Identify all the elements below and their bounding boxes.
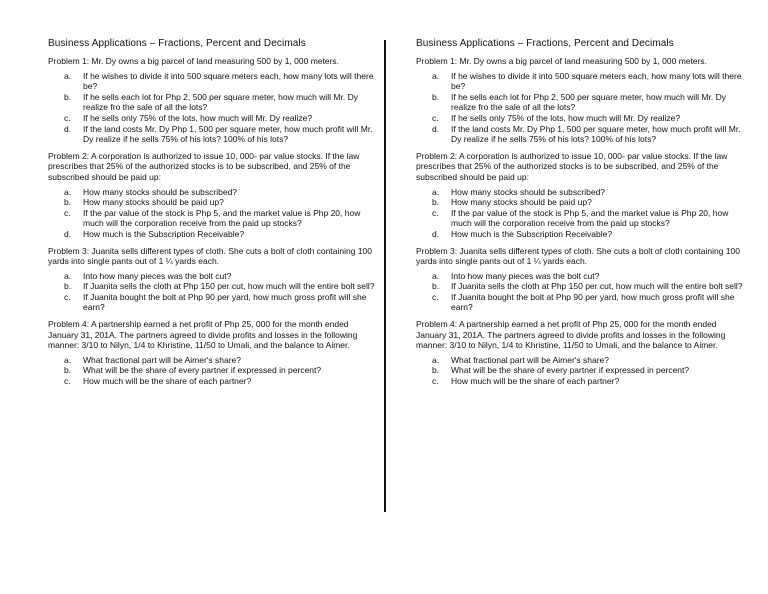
question-marker: a. — [64, 354, 72, 365]
problem-text: Problem 4: A partnership earned a net profit of Php 25, 000 for the month ended January 31, 201A. The partners agreed to divide profits and losses in the following manner: 3/10 to Nilyn, 1/4 to Khristine, 11/50 to Umali, and the balance to Aimer. — [48, 319, 358, 351]
problem-1 — [48, 56, 376, 145]
question-text: If he sells only 75% of the lots, how much will Mr. Dy realize? — [83, 112, 313, 123]
question-marker: c. — [432, 207, 439, 218]
question-text: What fractional part will be Aimer's share? — [451, 354, 609, 365]
question-text: What will be the share of every partner if expressed in percent? — [83, 365, 322, 376]
question-marker: a. — [432, 354, 440, 365]
question-item — [416, 365, 744, 376]
question-marker: a. — [432, 186, 440, 197]
question-list — [48, 271, 376, 313]
question-text: If he wishes to divide it into 500 square meters each, how many lots will there be? — [451, 70, 742, 92]
question-item — [48, 355, 376, 366]
problem-text: Problem 3: Juanita sells different types of cloth. She cuts a bolt of cloth containing 100 yards into single pants out of 1 ¼ yards each. — [416, 245, 740, 267]
question-marker: c. — [432, 376, 439, 387]
question-text: If he wishes to divide it into 500 square meters each, how many lots will there be? — [83, 70, 374, 92]
question-marker: c. — [64, 291, 71, 302]
question-list — [416, 187, 744, 240]
question-marker: b. — [64, 197, 72, 208]
problem-text: Problem 3: Juanita sells different types of cloth. She cuts a bolt of cloth containing 100 yards into single pants out of 1 ¼ yards each. — [48, 245, 372, 267]
question-item — [416, 197, 744, 208]
question-marker: b. — [64, 365, 72, 376]
question-item — [416, 124, 744, 145]
problem-3 — [416, 246, 744, 314]
question-text: How many stocks should be subscribed? — [451, 186, 606, 197]
problem-3 — [48, 246, 376, 314]
question-marker: d. — [64, 123, 72, 134]
question-marker: c. — [64, 112, 71, 123]
question-marker: a. — [432, 270, 440, 281]
question-text: If he sells only 75% of the lots, how much will Mr. Dy realize? — [451, 112, 681, 123]
question-item — [48, 376, 376, 387]
question-text: How many stocks should be paid up? — [83, 197, 224, 208]
question-text: If Juanita bought the bolt at Php 90 per yard, how much gross profit will she earn? — [83, 291, 367, 313]
question-text: How many stocks should be paid up? — [451, 197, 592, 208]
question-text: If the par value of the stock is Php 5, and the market value is Php 20, how much will the corporation receive from the paid up stocks? — [451, 207, 729, 229]
question-marker: b. — [432, 197, 440, 208]
question-text: If Juanita bought the bolt at Php 90 per yard, how much gross profit will she earn? — [451, 291, 735, 313]
question-item — [416, 376, 744, 387]
question-item — [48, 365, 376, 376]
question-text: If Juanita sells the cloth at Php 150 per cut, how much will the entire bolt sell? — [83, 281, 375, 292]
question-marker: c. — [432, 291, 439, 302]
question-item — [48, 281, 376, 292]
question-list — [416, 355, 744, 387]
question-item — [48, 92, 376, 113]
question-text: How many stocks should be subscribed? — [83, 186, 238, 197]
question-item — [416, 229, 744, 240]
question-marker: d. — [432, 228, 440, 239]
problem-1 — [416, 56, 744, 145]
question-list — [416, 271, 744, 313]
question-text: How much will be the share of each partner? — [451, 376, 620, 387]
worksheet-left — [48, 38, 376, 393]
problem-4 — [48, 319, 376, 387]
question-item — [416, 355, 744, 366]
worksheet-right — [416, 38, 744, 393]
question-marker: a. — [64, 186, 72, 197]
question-text: If the land costs Mr. Dy Php 1, 500 per square meter, how much profit will Mr. Dy realize if he sells 75% of his lots? 100% of his lots? — [451, 123, 741, 145]
question-text: If he sells each lot for Php 2, 500 per square meter, how much will Mr. Dy realize fro the sale of all the lots? — [451, 91, 726, 113]
question-item — [416, 187, 744, 198]
question-item — [416, 292, 744, 313]
question-text: If the land costs Mr. Dy Php 1, 500 per square meter, how much profit will Mr. Dy realize if he sells 75% of his lots? 100% of his lots? — [83, 123, 373, 145]
problem-2 — [48, 151, 376, 240]
question-item — [48, 208, 376, 229]
question-marker: a. — [64, 70, 72, 81]
question-marker: b. — [432, 281, 440, 292]
question-text: If he sells each lot for Php 2, 500 per square meter, how much will Mr. Dy realize fro the sale of all the lots? — [83, 91, 358, 113]
question-marker: c. — [432, 112, 439, 123]
question-item — [48, 271, 376, 282]
question-marker: a. — [432, 70, 440, 81]
question-list — [416, 71, 744, 145]
question-marker: b. — [64, 281, 72, 292]
question-text: What will be the share of every partner if expressed in percent? — [451, 365, 690, 376]
question-item — [416, 71, 744, 92]
question-item — [48, 124, 376, 145]
problem-text: Problem 2: A corporation is authorized to issue 10, 000- par value stocks. If the law prescribes that 25% of the authorized stocks is to be subscribed, and 25% of the subscribed should be paid up: — [416, 150, 728, 182]
question-marker: d. — [64, 228, 72, 239]
worksheet-title: Business Applications – Fractions, Percent and Decimals — [416, 38, 674, 49]
question-list — [48, 355, 376, 387]
question-item — [48, 113, 376, 124]
question-item — [48, 197, 376, 208]
question-list — [48, 187, 376, 240]
question-item — [416, 92, 744, 113]
question-item — [48, 292, 376, 313]
question-item — [48, 229, 376, 240]
question-text: Into how many pieces was the bolt cut? — [83, 270, 232, 281]
question-item — [416, 113, 744, 124]
problem-2 — [416, 151, 744, 240]
question-text: Into how many pieces was the bolt cut? — [451, 270, 600, 281]
problem-text: Problem 1: Mr. Dy owns a big parcel of land measuring 500 by 1, 000 meters. — [48, 56, 340, 66]
question-text: If Juanita sells the cloth at Php 150 per cut, how much will the entire bolt sell? — [451, 281, 743, 292]
question-item — [48, 71, 376, 92]
problem-text: Problem 2: A corporation is authorized to issue 10, 000- par value stocks. If the law prescribes that 25% of the authorized stocks is to be subscribed, and 25% of the subscribed should be paid up: — [48, 150, 360, 182]
question-text: How much is the Subscription Receivable? — [451, 228, 613, 239]
question-marker: b. — [432, 365, 440, 376]
question-item — [48, 187, 376, 198]
question-marker: a. — [64, 270, 72, 281]
question-list — [48, 71, 376, 145]
question-marker: b. — [64, 91, 72, 102]
worksheet-title: Business Applications – Fractions, Percent and Decimals — [48, 38, 306, 49]
center-divider — [384, 40, 386, 512]
question-marker: b. — [432, 91, 440, 102]
problem-4 — [416, 319, 744, 387]
question-item — [416, 271, 744, 282]
question-marker: c. — [64, 207, 71, 218]
question-marker: c. — [64, 376, 71, 387]
question-item — [416, 208, 744, 229]
question-text: How much is the Subscription Receivable? — [83, 228, 245, 239]
question-marker: d. — [432, 123, 440, 134]
problem-text: Problem 4: A partnership earned a net profit of Php 25, 000 for the month ended January 31, 201A. The partners agreed to divide profits and losses in the following manner: 3/10 to Nilyn, 1/4 to Khristine, 11/50 to Umali, and the balance to Aimer. — [416, 319, 726, 351]
problem-text: Problem 1: Mr. Dy owns a big parcel of land measuring 500 by 1, 000 meters. — [416, 56, 708, 66]
question-text: How much will be the share of each partner? — [83, 376, 252, 387]
question-text: If the par value of the stock is Php 5, and the market value is Php 20, how much will the corporation receive from the paid up stocks? — [83, 207, 361, 229]
question-text: What fractional part will be Aimer's share? — [83, 354, 241, 365]
question-item — [416, 281, 744, 292]
